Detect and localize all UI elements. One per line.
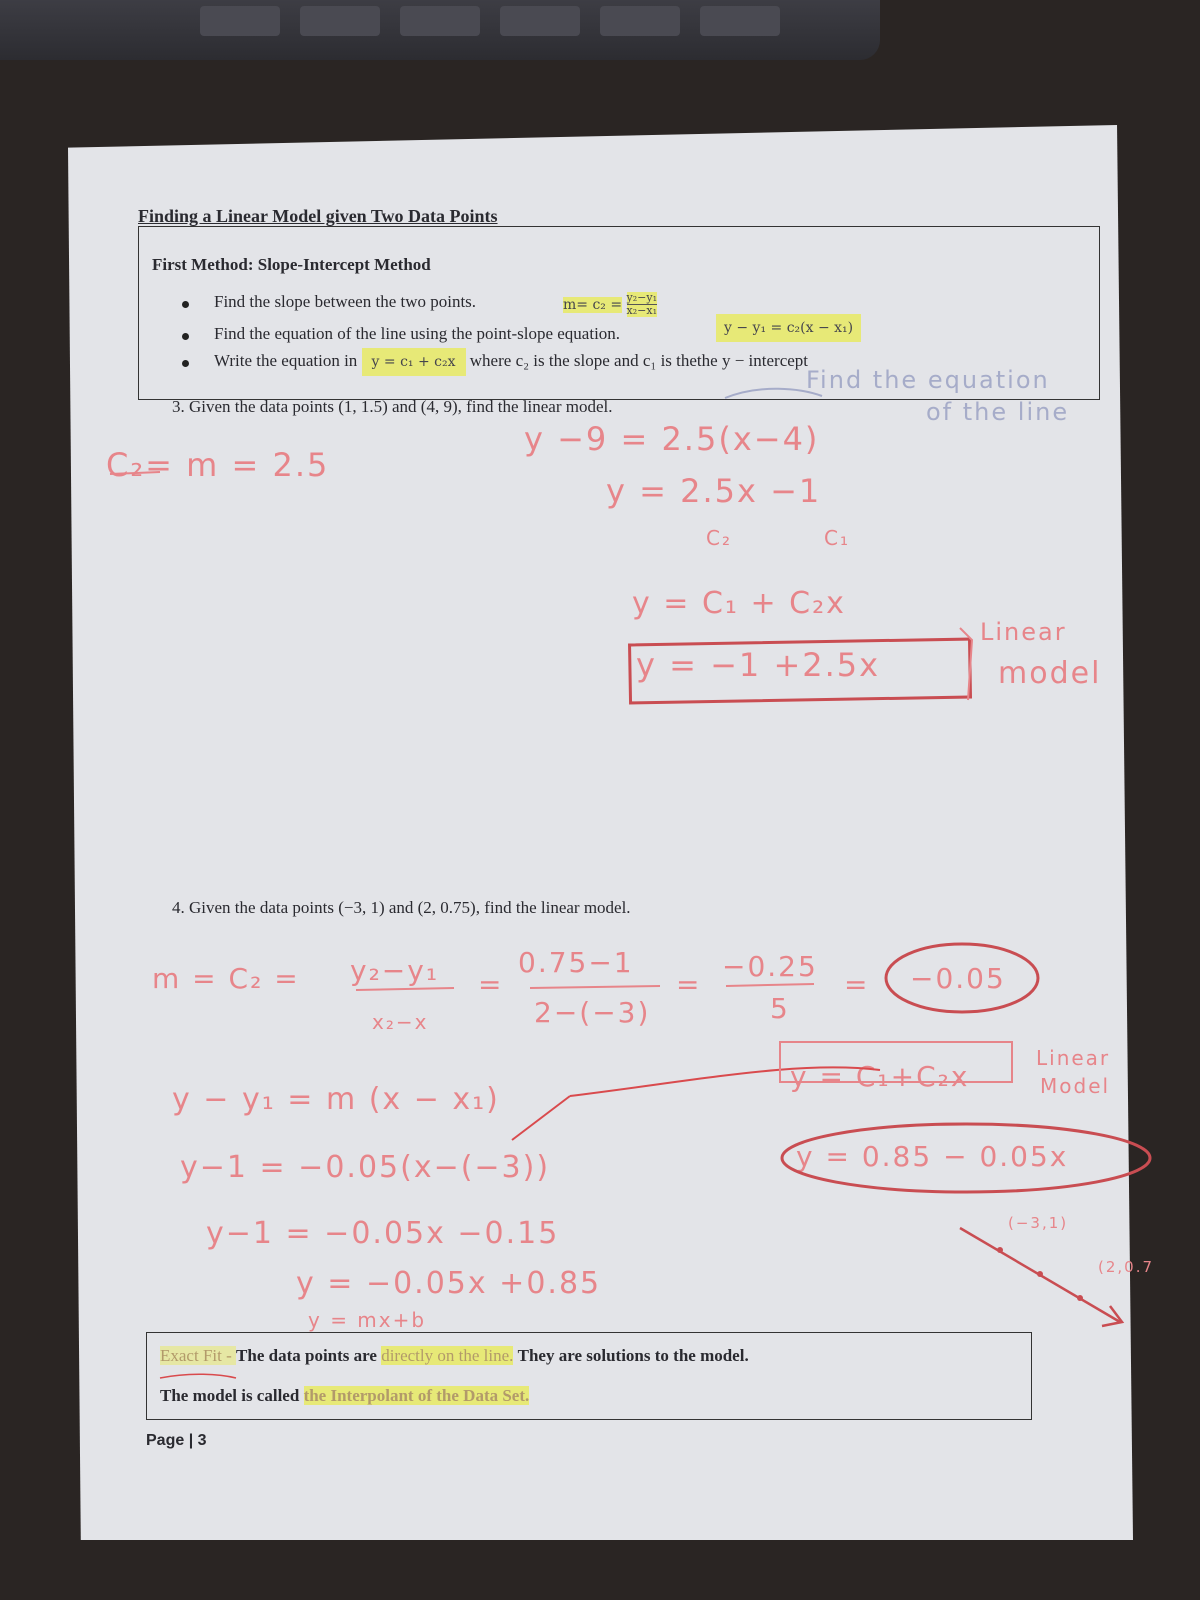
p3-c2-label: C₂ xyxy=(706,526,732,550)
p4-general-form-box xyxy=(780,1042,1012,1082)
p3-note-stroke xyxy=(725,389,822,398)
problem-4: 4. Given the data points (−3, 1) and (2, 0.75), find the linear model. xyxy=(172,898,631,917)
page-number: Page | 3 xyxy=(146,1432,207,1449)
p3-point-slope: y −9 = 2.5(x−4) xyxy=(524,420,820,458)
c1-symbol: c₁ xyxy=(642,351,657,370)
p4-slope-label: m = C₂ = xyxy=(152,962,300,995)
p4-fraction-den3: 5 xyxy=(770,992,790,1025)
exact-fit-term: Exact Fit xyxy=(160,1346,222,1365)
p4-step-substitute: y−1 = −0.05(x−(−3)) xyxy=(180,1150,551,1185)
p4-equals: = xyxy=(676,968,702,1001)
p3-simplified: y = 2.5x −1 xyxy=(606,472,822,510)
slope-formula-denominator: x₂−x₁ xyxy=(626,304,657,317)
p4-sketch-point xyxy=(997,1247,1003,1253)
interpolant-highlight: the Interpolant of the Data Set. xyxy=(303,1386,530,1405)
p4-arrow-line xyxy=(512,1096,570,1140)
problem-3: 3. Given the data points (1, 1.5) and (4, 9), find the linear model. xyxy=(172,397,613,416)
bullet-text: is thethe y − intercept xyxy=(660,351,809,370)
p4-point-label-1: (−3,1) xyxy=(1008,1214,1069,1232)
c2-symbol: c₂ xyxy=(515,351,530,370)
method-title: First Method: Slope-Intercept Method xyxy=(152,255,431,274)
p4-mx-plus-b: y = mx+b xyxy=(308,1308,427,1332)
p4-slope-result: −0.05 xyxy=(910,962,1006,995)
p4-answer: y = 0.85 − 0.05x xyxy=(796,1140,1069,1173)
p3-linear-label: Linear xyxy=(980,618,1067,646)
interpolant-text: The model is called xyxy=(160,1386,300,1405)
p4-fraction-den2: 2−(−3) xyxy=(534,996,651,1029)
p4-fraction-den: x₂−x xyxy=(372,1010,429,1034)
p4-point-label-2: (2,0.7 xyxy=(1098,1258,1155,1276)
exact-fit-highlight: directly on the line. xyxy=(381,1346,514,1365)
p3-slope-mark xyxy=(110,472,160,474)
p3-slope-value: C₂= m = 2.5 xyxy=(106,446,330,484)
p4-fraction-bar xyxy=(530,986,660,988)
p4-sketch-point xyxy=(1077,1295,1083,1301)
slope-formula-lhs: m= c₂ = xyxy=(563,296,623,313)
point-slope-formula: y − y₁ = c₂(x − x₁) xyxy=(716,314,861,342)
p4-linear-label: Linear xyxy=(1036,1046,1111,1070)
p3-answer: y = −1 +2.5x xyxy=(636,646,881,684)
p3-c1-label: C₁ xyxy=(824,526,850,550)
interpolant-line xyxy=(160,1386,529,1406)
p3-general-form: y = C₁ + C₂x xyxy=(632,586,846,621)
bullet-text: Write the equation in xyxy=(214,351,358,370)
p4-general-form: y = C₁+C₂x xyxy=(790,1060,970,1093)
p4-model-label: Model xyxy=(1040,1074,1111,1098)
bullet-find-slope: Find the slope between the two points. xyxy=(214,292,477,311)
p4-equals: = xyxy=(844,968,870,1001)
p4-fraction-bar xyxy=(726,984,814,986)
bullet-point-slope: Find the equation of the line using the point-slope equation. xyxy=(214,324,621,343)
bullet-text: where xyxy=(469,351,512,370)
slope-intercept-formula: y = c₁ + c₂x xyxy=(362,348,466,376)
exact-fit-text: The data points are xyxy=(236,1346,377,1365)
worksheet-title: Finding a Linear Model given Two Data Points xyxy=(138,206,498,226)
p4-result-circle xyxy=(886,944,1038,1012)
exact-fit-dash: - xyxy=(221,1346,237,1365)
bullet-text: is the slope and xyxy=(533,351,639,370)
p3-note-of-line: of the line xyxy=(926,398,1070,426)
p4-fraction-bar xyxy=(356,988,454,990)
p4-fraction-num2: 0.75−1 xyxy=(518,946,634,979)
slope-formula-numerator: y₂−y₁ xyxy=(626,291,658,304)
p4-point-slope-form: y − y₁ = m (x − x₁) xyxy=(172,1082,500,1117)
p4-step-distribute: y−1 = −0.05x −0.15 xyxy=(206,1216,560,1251)
p4-sketch-point xyxy=(1037,1271,1043,1277)
p3-answer-box xyxy=(630,639,971,703)
p4-fraction-num3: −0.25 xyxy=(722,950,818,983)
p3-model-label: model xyxy=(998,656,1102,691)
p4-answer-oval xyxy=(782,1124,1150,1192)
p4-equals: = xyxy=(478,968,504,1001)
p4-fraction-num: y₂−y₁ xyxy=(350,954,440,987)
exact-fit-text-2: They are solutions to the model. xyxy=(517,1346,749,1365)
exact-fit-line xyxy=(160,1346,749,1366)
p3-note-find-equation: Find the equation xyxy=(806,366,1050,394)
p4-step-solve: y = −0.05x +0.85 xyxy=(296,1266,602,1301)
